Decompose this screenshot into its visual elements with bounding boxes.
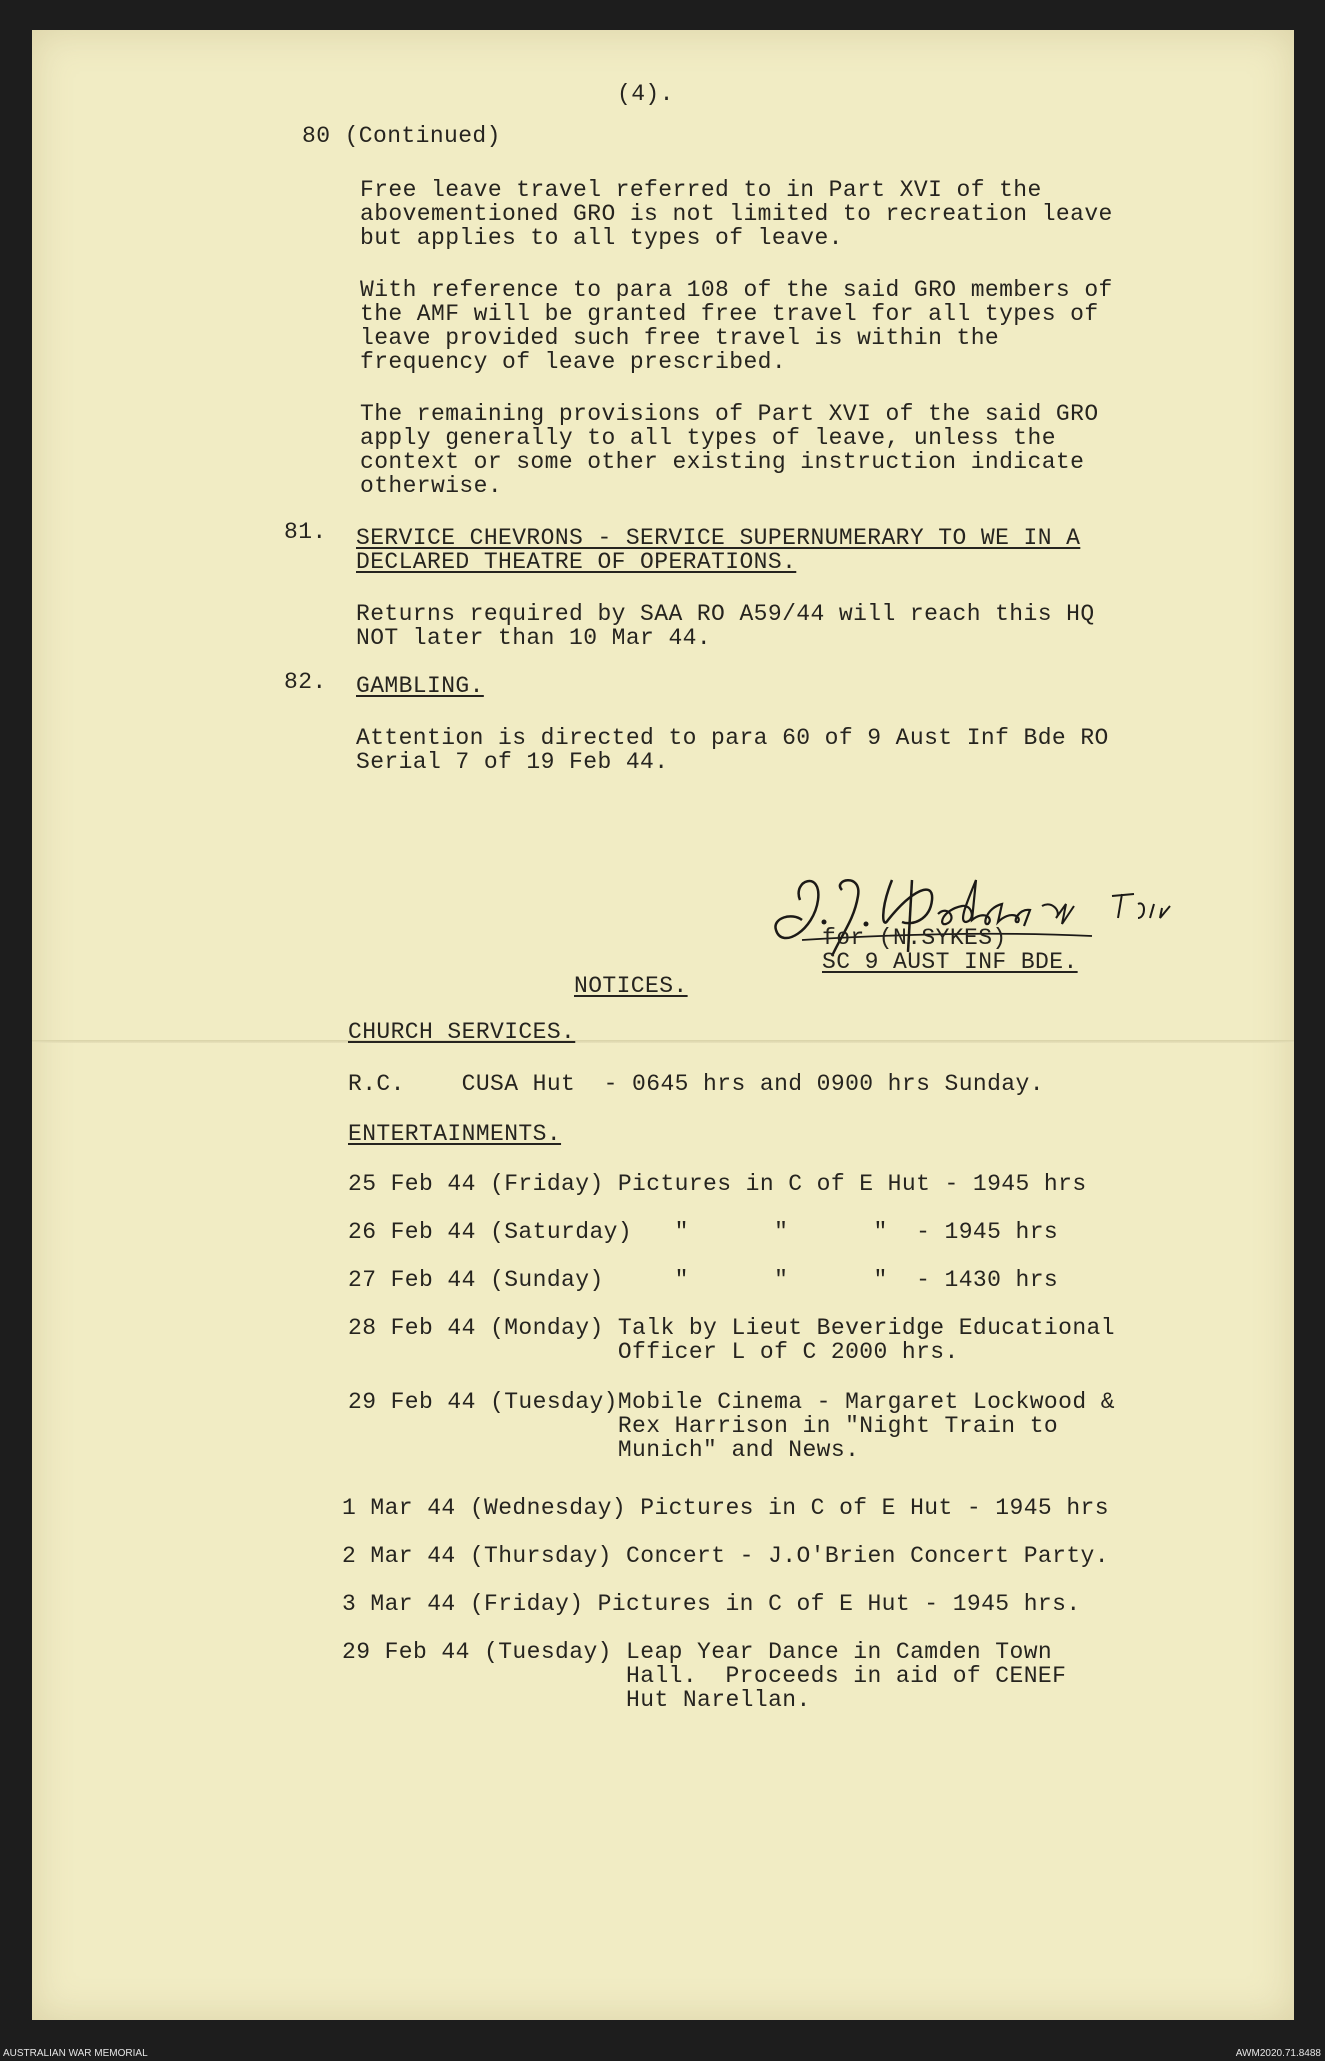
para80-p2-line1: With reference to para 108 of the said GRO members of (360, 277, 1113, 303)
para81-title-line2: DECLARED THEATRE OF OPERATIONS. (356, 549, 797, 575)
church-services-heading: CHURCH SERVICES. (348, 1019, 576, 1045)
para80-p1-line2: abovementioned GRO is not limited to recreation leave (360, 201, 1113, 227)
entry-8: 3 Mar 44 (Friday) Pictures in C of E Hut - 1945 hrs. (342, 1591, 1081, 1617)
signature-unit-line: SC 9 AUST INF BDE. (822, 949, 1078, 975)
para80-p2-line3: leave provided such free travel is within the (360, 325, 1000, 351)
para80-p1-line3: but applies to all types of leave. (360, 225, 843, 251)
entry-9-line1: 29 Feb 44 (Tuesday) Leap Year Dance in Camden Town (342, 1639, 1053, 1665)
page-fold-crease (32, 1040, 1294, 1043)
para81-body-line2: NOT later than 10 Mar 44. (356, 625, 712, 651)
entry-2: 26 Feb 44 (Saturday) " " " - 1945 hrs (348, 1219, 1059, 1245)
entry-4-line2: Officer L of C 2000 hrs. (348, 1339, 959, 1365)
para80-p1-line1: Free leave travel referred to in Part XVI of the (360, 177, 1042, 203)
notices-title: NOTICES. (574, 973, 688, 999)
para80-p3-line2: apply generally to all types of leave, unless the (360, 425, 1056, 451)
entertainments-heading: ENTERTAINMENTS. (348, 1121, 562, 1147)
para82-body-line2: Serial 7 of 19 Feb 44. (356, 749, 669, 775)
page-number: (4). (617, 81, 674, 107)
entry-9-line2: Hall. Proceeds in aid of CENEF (342, 1663, 1067, 1689)
para80-heading: 80 (Continued) (302, 123, 501, 149)
footer-accession-number: AWM2020.71.8488 (1235, 2048, 1321, 2059)
para80-p3-line1: The remaining provisions of Part XVI of the said GRO (360, 401, 1099, 427)
entry-6: 1 Mar 44 (Wednesday) Pictures in C of E Hut - 1945 hrs (342, 1495, 1109, 1521)
entry-5-line2: Rex Harrison in "Night Train to (348, 1413, 1059, 1439)
document-page (32, 30, 1294, 2020)
entry-7: 2 Mar 44 (Thursday) Concert - J.O'Brien Concert Party. (342, 1543, 1109, 1569)
signature-for-line: for (N.SYKES) (822, 925, 1007, 951)
para82-body-line1: Attention is directed to para 60 of 9 Aust Inf Bde RO (356, 725, 1109, 751)
footer-source: AUSTRALIAN WAR MEMORIAL (3, 2048, 148, 2059)
entry-5-line1: 29 Feb 44 (Tuesday)Mobile Cinema - Margaret Lockwood & (348, 1389, 1115, 1415)
entry-4-line1: 28 Feb 44 (Monday) Talk by Lieut Beveridge Educational (348, 1315, 1115, 1341)
para82-number: 82. (284, 669, 327, 695)
footer-bar (0, 2048, 1325, 2061)
para80-p2-line4: frequency of leave prescribed. (360, 349, 787, 375)
church-services-line: R.C. CUSA Hut - 0645 hrs and 0900 hrs Sunday. (348, 1071, 1044, 1097)
para80-p2-line2: the AMF will be granted free travel for all types of (360, 301, 1099, 327)
para80-p3-line4: otherwise. (360, 473, 503, 499)
para80-p3-line3: context or some other existing instruction indicate (360, 449, 1085, 475)
entry-5-line3: Munich" and News. (348, 1437, 860, 1463)
entry-9-line3: Hut Narellan. (342, 1687, 811, 1713)
entry-3: 27 Feb 44 (Sunday) " " " - 1430 hrs (348, 1267, 1059, 1293)
para82-title: GAMBLING. (356, 673, 484, 699)
para81-body-line1: Returns required by SAA RO A59/44 will reach this HQ (356, 601, 1095, 627)
entry-1: 25 Feb 44 (Friday) Pictures in C of E Hut - 1945 hrs (348, 1171, 1087, 1197)
para81-number: 81. (284, 519, 327, 545)
para81-title-line1: SERVICE CHEVRONS - SERVICE SUPERNUMERARY TO WE IN A (356, 525, 1081, 551)
